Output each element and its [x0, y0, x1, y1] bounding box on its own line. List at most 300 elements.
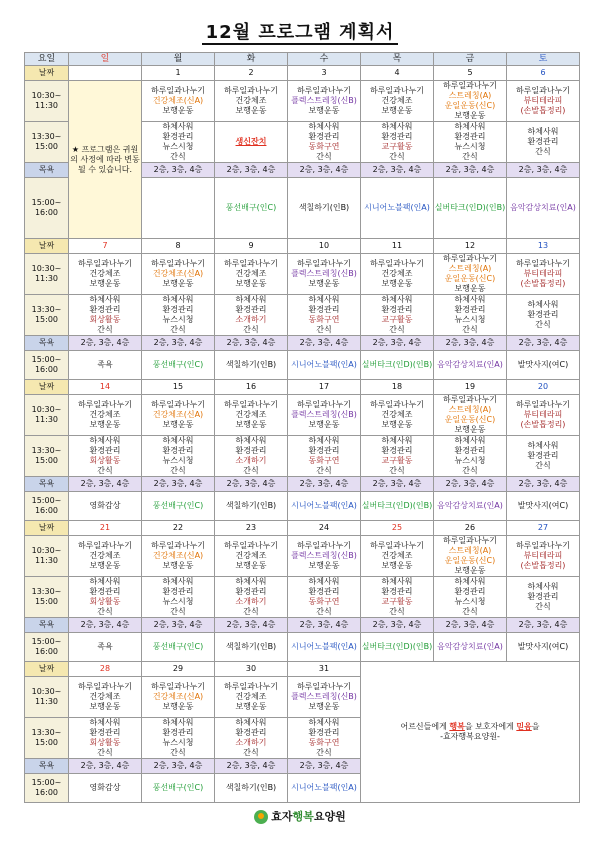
- morning-program-line: 운일운동(신C): [444, 415, 496, 424]
- evening-program-fri: 음악감상치료(인A): [434, 351, 507, 380]
- morning-program-line: 보행운동: [381, 420, 413, 429]
- evening-program-tue: 색칠하기(인B): [215, 492, 288, 521]
- evening-program-fri: 음악감상치료(인A): [507, 178, 580, 239]
- afternoon-program-thu: [361, 577, 434, 618]
- morning-program-tue: [215, 81, 288, 122]
- afternoon-program-line: 하체사워: [235, 577, 267, 586]
- afternoon-program-line: 뉴스시청: [162, 315, 194, 324]
- evening-program-fri: 음악감상치료(인A): [434, 633, 507, 662]
- morning-program-line: 건강체조: [381, 410, 413, 419]
- afternoon-program-line: 간식: [389, 325, 405, 334]
- afternoon-program-line: 환경관리: [381, 132, 413, 141]
- afternoon-program-line: 간식: [462, 325, 478, 334]
- afternoon-program-line: 소개하기: [235, 597, 267, 606]
- morning-program-line: 하루일과나누기: [369, 541, 425, 550]
- bath-floors: 2층, 3층, 4층: [215, 759, 288, 774]
- morning-program-tue: [215, 254, 288, 295]
- row-label-afternoon: 13:30~ 15:00: [25, 295, 69, 336]
- row-label-morning: 10:30~ 11:30: [25, 536, 69, 577]
- morning-program-tue: [215, 536, 288, 577]
- morning-program-fri: [434, 536, 507, 577]
- row-label-evening: 15:00~ 16:00: [25, 633, 69, 662]
- morning-program-line: 건강체조: [89, 410, 121, 419]
- row-label-date: 날짜: [25, 239, 69, 254]
- afternoon-row: [25, 295, 580, 336]
- weekday-fri: 금: [434, 53, 507, 66]
- morning-program-line: 뷰티테라피: [523, 269, 563, 278]
- message-happiness: 행복: [449, 722, 465, 731]
- afternoon-program-line: 환경관리: [162, 728, 194, 737]
- afternoon-program-line: 간식: [316, 607, 332, 616]
- row-label-bath: 목욕: [25, 336, 69, 351]
- afternoon-program-line: 하체사워: [454, 577, 486, 586]
- morning-program-line: 보행운동: [162, 561, 194, 570]
- evening-program-sat: 발맛사지(여C): [507, 492, 580, 521]
- weekday-sat: 토: [507, 53, 580, 66]
- morning-program-line: 플렉스트레칭(신B): [291, 410, 357, 419]
- afternoon-program-line: 뉴스시청: [454, 142, 486, 151]
- afternoon-program-line: 간식: [535, 461, 551, 470]
- row-label-bath: 목욕: [25, 759, 69, 774]
- afternoon-program-line: 환경관리: [162, 587, 194, 596]
- morning-program-line: 뷰티테라피: [523, 96, 563, 105]
- morning-program-line: 보행운동: [235, 279, 267, 288]
- row-label-bath: 목욕: [25, 618, 69, 633]
- afternoon-program-fri: [434, 577, 507, 618]
- date-cell: 29: [142, 662, 215, 677]
- afternoon-program-line: 간식: [462, 152, 478, 161]
- morning-program-line: 보행운동: [454, 425, 486, 434]
- afternoon-program-line: 하체사워: [235, 436, 267, 445]
- morning-program-fri: [434, 395, 507, 436]
- bath-floors: 2층, 3층, 4층: [142, 336, 215, 351]
- morning-program-line: 하루일과나누기: [442, 254, 498, 263]
- afternoon-program-line: 환경관리: [454, 132, 486, 141]
- date-cell: 26: [434, 521, 507, 536]
- date-cell: 1: [142, 66, 215, 81]
- evening-row: [25, 492, 580, 521]
- weekday-thu: 목: [361, 53, 434, 66]
- morning-program-line: 뷰티테라피: [523, 410, 563, 419]
- morning-program-line: 보행운동: [162, 420, 194, 429]
- morning-program-line: 건강체조: [235, 410, 267, 419]
- afternoon-program-line: 간식: [170, 607, 186, 616]
- morning-program-line: 건강체조: [89, 269, 121, 278]
- afternoon-program-line: 소개하기: [235, 315, 267, 324]
- afternoon-program-line: 간식: [535, 147, 551, 156]
- morning-program-line: 하루일과나누기: [442, 536, 498, 545]
- evening-program-tue: 색칠하기(인B): [215, 774, 288, 803]
- date-cell: 22: [142, 521, 215, 536]
- evening-program-mon: 풍선배구(인C): [142, 633, 215, 662]
- bath-floors: 2층, 3층, 4층: [215, 336, 288, 351]
- message-signature: -효자행복요양원-: [440, 732, 500, 741]
- afternoon-program-line: 뉴스시청: [162, 597, 194, 606]
- bath-floors: 2층, 3층, 4층: [288, 759, 361, 774]
- afternoon-program-line: 하체사워: [381, 295, 413, 304]
- date-cell: 21: [69, 521, 142, 536]
- date-cell: 15: [142, 380, 215, 395]
- afternoon-program-line: 하체사워: [89, 436, 121, 445]
- date-cell: 2: [215, 66, 288, 81]
- evening-program-thu: 실버타크(인D)(인B): [434, 178, 507, 239]
- morning-program-line: 하루일과나누기: [77, 541, 133, 550]
- row-label-afternoon: 13:30~ 15:00: [25, 436, 69, 477]
- row-label-evening: 15:00~ 16:00: [25, 178, 69, 239]
- morning-program-line: 하루일과나누기: [77, 400, 133, 409]
- afternoon-program-line: 환경관리: [235, 446, 267, 455]
- afternoon-program-line: 뉴스시청: [454, 597, 486, 606]
- bath-floors: 2층, 3층, 4층: [507, 477, 580, 492]
- date-cell: 14: [69, 380, 142, 395]
- bath-floors: 2층, 3층, 4층: [288, 618, 361, 633]
- afternoon-program-line: 환경관리: [235, 587, 267, 596]
- afternoon-program-line: 하체사워: [235, 295, 267, 304]
- bath-floors: 2층, 3층, 4층: [142, 477, 215, 492]
- afternoon-program-line: 하체사워: [308, 436, 340, 445]
- bath-floors: 2층, 3층, 4층: [142, 759, 215, 774]
- morning-program-mon: [142, 395, 215, 436]
- morning-program-line: 하루일과나누기: [223, 86, 279, 95]
- afternoon-program-line: 하체사워: [308, 295, 340, 304]
- morning-row: [25, 395, 580, 436]
- morning-program-line: 보행운동: [454, 566, 486, 575]
- afternoon-program-mon: [142, 718, 215, 759]
- morning-row: [25, 81, 580, 122]
- date-cell: 31: [288, 662, 361, 677]
- morning-program-line: 하루일과나누기: [223, 259, 279, 268]
- afternoon-program-wed: [288, 718, 361, 759]
- afternoon-program-line: 환경관리: [454, 446, 486, 455]
- afternoon-program-line: 회상활동: [89, 456, 121, 465]
- afternoon-row: [25, 436, 580, 477]
- morning-program-sat: [507, 395, 580, 436]
- weekday-mon: 월: [142, 53, 215, 66]
- bath-floors: 2층, 3층, 4층: [69, 618, 142, 633]
- date-row: [25, 66, 580, 81]
- date-cell: 5: [434, 66, 507, 81]
- bath-floors: 2층, 3층, 4층: [434, 163, 507, 178]
- afternoon-program-line: 하체사워: [308, 577, 340, 586]
- afternoon-program-line: 환경관리: [527, 592, 559, 601]
- afternoon-program-sun: [69, 718, 142, 759]
- row-label-afternoon: 13:30~ 15:00: [25, 718, 69, 759]
- afternoon-row: [25, 577, 580, 618]
- morning-program-line: 보행운동: [308, 420, 340, 429]
- morning-program-line: 보행운동: [162, 702, 194, 711]
- date-cell: 10: [288, 239, 361, 254]
- morning-program-line: 뷰티테라피: [523, 551, 563, 560]
- date-row: [25, 521, 580, 536]
- bath-floors: 2층, 3층, 4층: [215, 477, 288, 492]
- row-label-evening: 15:00~ 16:00: [25, 774, 69, 803]
- morning-program-line: 보행운동: [162, 279, 194, 288]
- morning-program-line: 하루일과나누기: [369, 86, 425, 95]
- afternoon-program-line: 간식: [316, 325, 332, 334]
- morning-program-line: 보행운동: [235, 420, 267, 429]
- morning-program-line: (손발톱정리): [520, 420, 566, 429]
- morning-program-line: (손발톱정리): [520, 279, 566, 288]
- evening-program-sun: 족욕: [69, 351, 142, 380]
- morning-program-line: 하루일과나누기: [150, 86, 206, 95]
- morning-program-sat: [507, 81, 580, 122]
- date-cell: 3: [288, 66, 361, 81]
- afternoon-program-line: 하체사워: [308, 718, 340, 727]
- morning-program-line: 하루일과나누기: [442, 81, 498, 90]
- afternoon-program-line: 하체사워: [162, 436, 194, 445]
- afternoon-program-line: 회상활동: [89, 597, 121, 606]
- bath-floors: 2층, 3층, 4층: [288, 477, 361, 492]
- afternoon-program-line: 하체사워: [89, 718, 121, 727]
- morning-program-tue: [215, 395, 288, 436]
- date-cell: 6: [507, 66, 580, 81]
- morning-program-line: 보행운동: [308, 279, 340, 288]
- date-cell: 23: [215, 521, 288, 536]
- morning-program-line: 보행운동: [89, 279, 121, 288]
- morning-program-line: 하루일과나누기: [77, 682, 133, 691]
- afternoon-program-sat: [507, 295, 580, 336]
- morning-program-line: 건강체조: [235, 692, 267, 701]
- bath-floors: 2층, 3층, 4층: [361, 163, 434, 178]
- afternoon-program-wed: [288, 122, 361, 163]
- morning-program-line: 보행운동: [381, 279, 413, 288]
- afternoon-program-line: 동화구연: [308, 142, 340, 151]
- afternoon-program-line: 환경관리: [235, 728, 267, 737]
- afternoon-program-mon: [142, 577, 215, 618]
- date-cell: 30: [215, 662, 288, 677]
- afternoon-program-line: 간식: [389, 607, 405, 616]
- bath-floors: 2층, 3층, 4층: [142, 163, 215, 178]
- afternoon-program-line: 환경관리: [527, 137, 559, 146]
- afternoon-program-line: 교구활동: [381, 315, 413, 324]
- morning-program-mon: [142, 677, 215, 718]
- weekday-tue: 화: [215, 53, 288, 66]
- bath-floors: 2층, 3층, 4층: [434, 477, 507, 492]
- morning-program-sun: [69, 395, 142, 436]
- bath-row: [25, 618, 580, 633]
- afternoon-program-line: 하체사워: [235, 718, 267, 727]
- morning-program-fri: [434, 254, 507, 295]
- evening-program-sat: 발맛사지(여C): [507, 351, 580, 380]
- bath-floors: 2층, 3층, 4층: [142, 618, 215, 633]
- afternoon-program-sat: [507, 436, 580, 477]
- morning-program-line: 플렉스트레칭(신B): [291, 692, 357, 701]
- morning-program-thu: [361, 395, 434, 436]
- morning-program-line: 하루일과나누기: [77, 259, 133, 268]
- date-cell: 20: [507, 380, 580, 395]
- afternoon-program-line: 환경관리: [308, 305, 340, 314]
- date-cell: 17: [288, 380, 361, 395]
- bath-floors: 2층, 3층, 4층: [69, 477, 142, 492]
- morning-program-line: 보행운동: [308, 106, 340, 115]
- closing-message: [361, 722, 579, 732]
- afternoon-program-line: 간식: [170, 748, 186, 757]
- page-title: 12월 프로그램 계획서: [0, 18, 600, 44]
- message-post: 을: [531, 722, 540, 731]
- afternoon-program-line: 소개하기: [235, 738, 267, 747]
- bath-floors: 2층, 3층, 4층: [215, 618, 288, 633]
- bath-row: [25, 477, 580, 492]
- afternoon-program-line: 간식: [389, 152, 405, 161]
- morning-program-line: 스트레칭(A): [448, 264, 492, 273]
- afternoon-program-line: 간식: [462, 607, 478, 616]
- morning-program-line: 건강체조: [235, 269, 267, 278]
- afternoon-program-line: 하체사워: [527, 127, 559, 136]
- morning-program-wed: [288, 677, 361, 718]
- morning-program-line: 하루일과나누기: [223, 541, 279, 550]
- morning-program-thu: [361, 254, 434, 295]
- date-row: [25, 239, 580, 254]
- afternoon-program-line: 환경관리: [89, 587, 121, 596]
- morning-program-line: 스트레칭(A): [448, 546, 492, 555]
- afternoon-program-line: 뉴스시청: [162, 456, 194, 465]
- afternoon-program-line: 간식: [316, 748, 332, 757]
- morning-program-line: 보행운동: [454, 111, 486, 120]
- morning-program-line: 하루일과나누기: [223, 682, 279, 691]
- afternoon-program-line: 뉴스시청: [162, 142, 194, 151]
- evening-program-sun: 족욕: [69, 633, 142, 662]
- weekday-header-row: [25, 53, 580, 66]
- afternoon-program-line: 하체사워: [162, 577, 194, 586]
- morning-program-line: 하루일과나누기: [369, 259, 425, 268]
- evening-program-tue: 색칠하기(인B): [215, 351, 288, 380]
- morning-row: [25, 254, 580, 295]
- date-cell: 24: [288, 521, 361, 536]
- date-row: [25, 380, 580, 395]
- schedule-note: ★ 프로그램은 귀원의 사정에 따라 변동될 수 있습니다.: [70, 144, 140, 174]
- evening-program-sun-empty: [142, 178, 215, 239]
- afternoon-program-sun: [69, 295, 142, 336]
- logo-icon: [254, 810, 268, 824]
- morning-program-line: 보행운동: [308, 561, 340, 570]
- morning-program-line: 플렉스트레칭(신B): [291, 269, 357, 278]
- evening-program-mon: 풍선배구(인C): [142, 351, 215, 380]
- morning-program-line: 하루일과나누기: [223, 400, 279, 409]
- message-mid: 을 보호자에게: [464, 722, 517, 731]
- afternoon-program-line: 환경관리: [381, 446, 413, 455]
- morning-program-line: 운일운동(신C): [444, 274, 496, 283]
- afternoon-program-line: 환경관리: [454, 305, 486, 314]
- weekday-header-label: 요일: [25, 53, 69, 66]
- afternoon-program-line: 하체사워: [527, 300, 559, 309]
- afternoon-program-tue: [215, 295, 288, 336]
- morning-program-line: 보행운동: [235, 561, 267, 570]
- morning-program-line: 건강체조(신A): [152, 410, 204, 419]
- row-label-date: 날짜: [25, 662, 69, 677]
- morning-program-line: (손발톱정리): [520, 561, 566, 570]
- afternoon-program-line: 간식: [97, 748, 113, 757]
- afternoon-program-line: 하체사워: [308, 122, 340, 131]
- morning-program-line: 하루일과나누기: [515, 541, 571, 550]
- bath-floors: 2층, 3층, 4층: [361, 618, 434, 633]
- morning-program-line: 건강체조(신A): [152, 692, 204, 701]
- morning-program-wed: [288, 81, 361, 122]
- evening-program-tue: 색칠하기(인B): [288, 178, 361, 239]
- afternoon-program-line: 환경관리: [454, 587, 486, 596]
- evening-program-wed: 시니어노블팩(인A): [361, 178, 434, 239]
- date-cell: 8: [142, 239, 215, 254]
- afternoon-program-line: 환경관리: [381, 305, 413, 314]
- row-label-morning: 10:30~ 11:30: [25, 677, 69, 718]
- morning-program-line: 보행운동: [235, 106, 267, 115]
- morning-program-line: 하루일과나누기: [150, 400, 206, 409]
- afternoon-program-line: 하체사워: [89, 577, 121, 586]
- morning-program-sun: [69, 677, 142, 718]
- bath-floors: 2층, 3층, 4층: [361, 336, 434, 351]
- afternoon-program-line: 하체사워: [89, 295, 121, 304]
- evening-row: [25, 633, 580, 662]
- morning-program-line: 하루일과나누기: [442, 395, 498, 404]
- afternoon-program-tue: [215, 436, 288, 477]
- morning-program-line: 건강체조(신A): [152, 269, 204, 278]
- afternoon-program-line: 하체사워: [381, 577, 413, 586]
- morning-program-line: 플렉스트레칭(신B): [291, 551, 357, 560]
- afternoon-program-fri: [434, 436, 507, 477]
- closing-message-cell: [361, 662, 580, 803]
- morning-program-thu: [361, 81, 434, 122]
- morning-program-line: 보행운동: [235, 702, 267, 711]
- afternoon-program-line: 간식: [389, 466, 405, 475]
- date-cell: 19: [434, 380, 507, 395]
- afternoon-program-tue: [215, 122, 288, 163]
- morning-program-line: 보행운동: [308, 702, 340, 711]
- morning-program-line: 하루일과나누기: [296, 259, 352, 268]
- evening-program-sun: 영화감상: [69, 774, 142, 803]
- afternoon-program-line: 환경관리: [162, 132, 194, 141]
- afternoon-program-line: 환경관리: [162, 446, 194, 455]
- row-label-date: 날짜: [25, 380, 69, 395]
- afternoon-program-wed: [288, 436, 361, 477]
- morning-program-wed: [288, 395, 361, 436]
- afternoon-program-line: 동화구연: [308, 456, 340, 465]
- morning-program-line: 하루일과나누기: [515, 86, 571, 95]
- morning-program-line: 건강체조: [235, 551, 267, 560]
- morning-program-wed: [288, 536, 361, 577]
- date-cell: 16: [215, 380, 288, 395]
- afternoon-program-line: 간식: [170, 152, 186, 161]
- date-cell: [69, 66, 142, 81]
- afternoon-program-line: 환경관리: [308, 446, 340, 455]
- morning-program-sun: [69, 536, 142, 577]
- afternoon-program-line: 간식: [316, 152, 332, 161]
- afternoon-program-fri: [434, 295, 507, 336]
- morning-program-line: 운일운동(신C): [444, 556, 496, 565]
- evening-program-wed: 시니어노블팩(인A): [288, 633, 361, 662]
- evening-program-mon: 풍선배구(인C): [142, 774, 215, 803]
- afternoon-program-line: 하체사워: [162, 718, 194, 727]
- afternoon-program-thu: [361, 295, 434, 336]
- row-label-morning: 10:30~ 11:30: [25, 81, 69, 122]
- morning-program-line: 건강체조: [89, 692, 121, 701]
- morning-program-mon: [142, 254, 215, 295]
- bath-floors: 2층, 3층, 4층: [507, 163, 580, 178]
- morning-program-line: 하루일과나누기: [296, 541, 352, 550]
- bath-floors: 2층, 3층, 4층: [434, 336, 507, 351]
- bath-row: [25, 336, 580, 351]
- afternoon-program-sat: [507, 577, 580, 618]
- afternoon-program-wed: [288, 295, 361, 336]
- afternoon-program-line: 간식: [97, 607, 113, 616]
- evening-program-wed: 시니어노블팩(인A): [288, 774, 361, 803]
- morning-program-wed: [288, 254, 361, 295]
- morning-program-mon: [142, 536, 215, 577]
- morning-row: [25, 536, 580, 577]
- evening-program-mon: 풍선배구(인C): [215, 178, 288, 239]
- afternoon-program-line: 뉴스시청: [454, 315, 486, 324]
- date-cell: 27: [507, 521, 580, 536]
- afternoon-program-line: 소개하기: [235, 456, 267, 465]
- morning-program-line: 보행운동: [89, 702, 121, 711]
